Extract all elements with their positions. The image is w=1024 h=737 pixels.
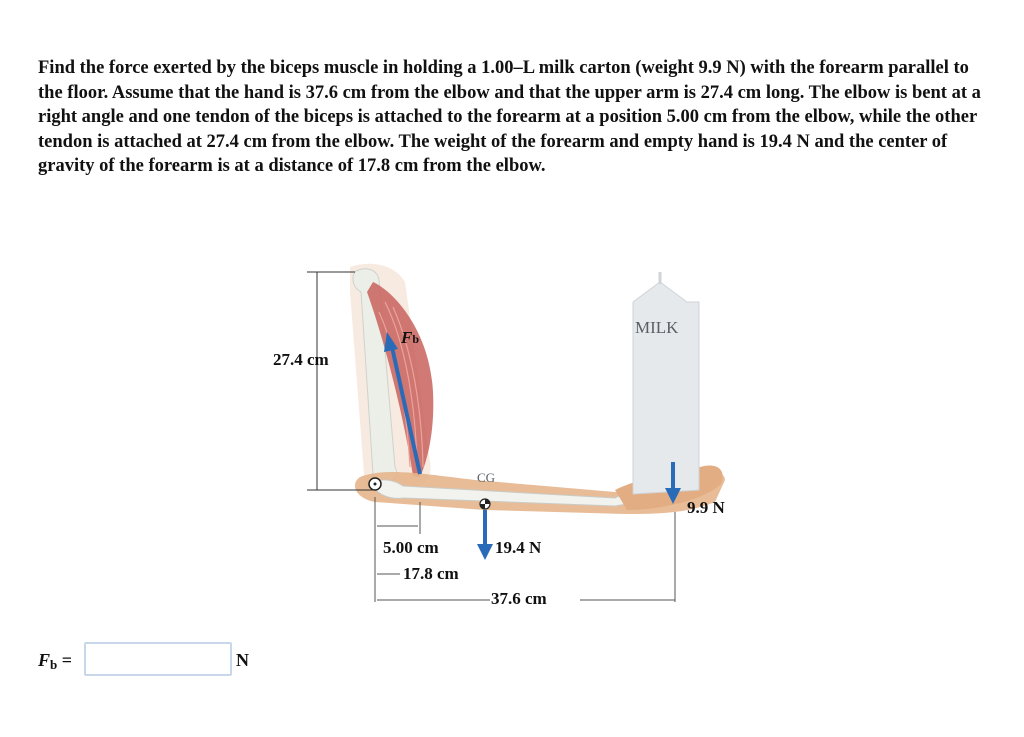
answer-input[interactable]: [84, 642, 232, 676]
hand-distance-label: 37.6 cm: [491, 589, 547, 608]
carton-weight-label: 9.9 N: [687, 498, 725, 517]
answer-unit: N: [236, 650, 249, 670]
cg-distance-label: 17.8 cm: [403, 564, 459, 583]
answer-symbol: $F_b$ =: [38, 650, 73, 672]
carton-label: MILK: [635, 318, 679, 337]
forearm-weight-label: 19.4 N: [495, 538, 542, 557]
milk-carton: [633, 282, 699, 494]
biceps-force-label: Fb: [401, 328, 420, 347]
tendon-distance-label: 5.00 cm: [383, 538, 439, 557]
upper-arm-length-label: 27.4 cm: [273, 350, 329, 369]
arm-illustration: [255, 262, 775, 622]
cg-label: CG: [477, 470, 496, 485]
problem-statement: Find the force exerted by the biceps muscle in holding a 1.00–L milk carton (weight 9.9 N) with the forearm parallel to the floor. Assume that the hand is 37.6 cm from the elbow and that the upper arm is 27.4 cm long. The elbow is bent at a right angle and one tendon of the biceps is attached to the forearm at a position 5.00 cm from the elbow, while the other tendon is attached at 27.4 cm from the elbow. The weight of the forearm and empty hand is 19.4 N and the center of gravity of the forearm is at a distance of 17.8 cm from the elbow.: [38, 58, 981, 176]
answer-row: [38, 642, 338, 680]
arm-figure: [255, 262, 775, 622]
